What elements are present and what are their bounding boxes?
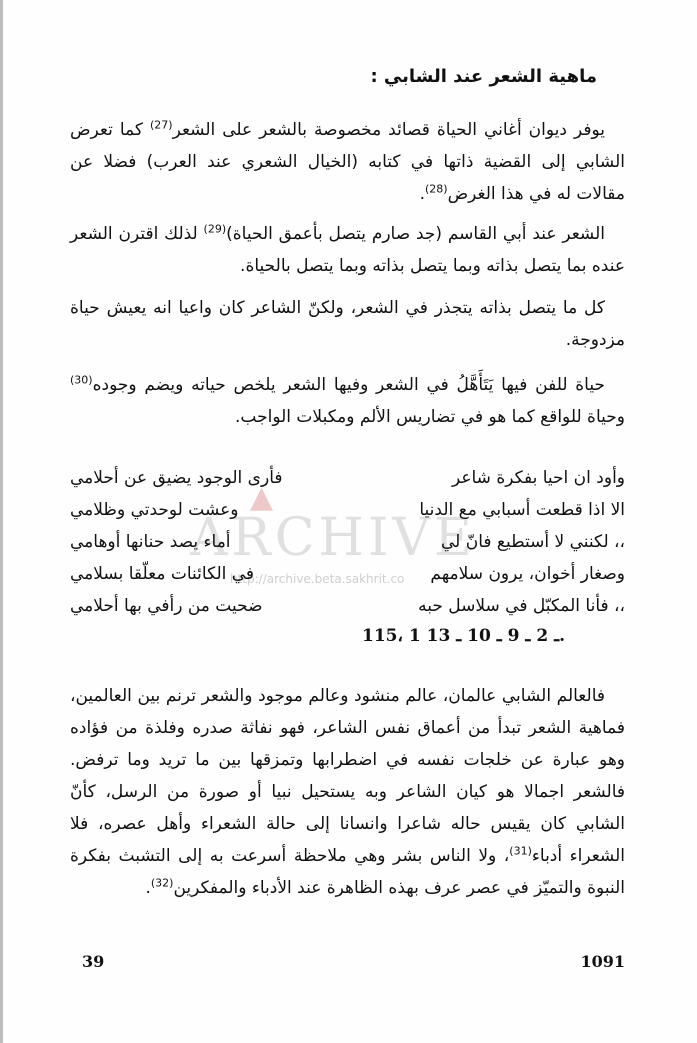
paragraph-5-text-c: . (145, 878, 151, 898)
paragraph-1-text-a: يوفر ديوان أغاني الحياة قصائد مخصوصة بالشعر على الشعر (172, 120, 605, 140)
paragraph-2-text-a: الشعر عند أبي القاسم (جد صارم يتصل بأعمق الحياة) (226, 224, 605, 244)
footnote-ref-27: (27) (149, 118, 173, 132)
section-heading: ماهية الشعر عند الشابي : (370, 66, 597, 87)
verse-sadr: ،، فأنا المكبّل في سلاسل حبه (418, 596, 625, 616)
poem-verse (70, 494, 625, 526)
verse-ajuz: وعشت لوحدتي وظلامي (70, 500, 239, 520)
watermark-brand: ARCHIVE (190, 508, 476, 568)
footnote-ref-28: (28) (424, 182, 448, 196)
footnote-ref-30: (30) (70, 373, 93, 387)
verse-ajuz: فأرى الوجود يضيق عن أحلامي (70, 468, 283, 488)
archive-logo-icon: ▲ (250, 480, 274, 515)
paragraph-4-text-b: وحياة للواقع كما هو في تضاريس الألم ومكبلات الواجب. (235, 407, 625, 427)
page-number-left: 39 (82, 952, 105, 971)
poem-verse (70, 462, 625, 494)
paragraph-5-text-b: ، ولا الناس بشر وهي ملاحظة أسرعت به إلى التشبث بفكرة النبوة والتميّز في عصر عرف بهذه الظاهرة عند الأدباء والمفكرين (70, 846, 625, 898)
poem-verse (70, 590, 625, 622)
page-edge-shadow (0, 0, 3, 1043)
page-number-right: 1091 (580, 952, 625, 971)
footnote-ref-32: (32) (150, 876, 174, 890)
paragraph-1-text-b: كما تعرض الشابي إلى القضية ذاتها في كتابه (الخيال الشعري عند العرب) فضلا عن مقالات له في هذا الغرض (70, 120, 625, 204)
paragraph-1-text-c: . (419, 184, 425, 204)
verse-sadr: الا اذا قطعت أسبابي مع الدنيا (419, 500, 625, 520)
verse-sadr: وصغار أخوان، يرون سلامهم (430, 564, 625, 584)
poem-verse (70, 526, 625, 558)
paragraph-2-text-b: لذلك اقترن الشعر عنده بما يتصل بذاته وبما يتصل بذاته وبما يتصل بالحياة. (70, 224, 625, 276)
poem-reference: 115، 1 ـ 2 ـ 9 ـ 10 ـ 13. (362, 626, 565, 646)
poem-block (70, 462, 625, 622)
paragraph-4-text-a: حياة للفن فيها يَتَأَهَّلُ في الشعر وفيها الشعر يلخص حياته ويضم وجوده (92, 375, 605, 395)
paragraph-3 (70, 292, 625, 356)
footnote-ref-31: (31) (509, 844, 532, 858)
paragraph-1 (70, 114, 625, 210)
paragraph-4 (70, 369, 625, 433)
poem-verse (70, 558, 625, 590)
verse-ajuz: أماء يصد حنانها أوهامي (70, 532, 231, 552)
paragraph-3-text: كل ما يتصل بذاته يتجذر في الشعر، ولكنّ الشاعر كان واعيا انه يعيش حياة مزدوجة. (70, 298, 625, 350)
verse-ajuz: ضحيت من رأفي بها أحلامي (70, 596, 263, 616)
verse-sadr: وأود ان احيا بفكرة شاعر (451, 468, 625, 488)
paragraph-5-text-a: فالعالم الشابي عالمان، عالم منشود وعالم موجود والشعر ترنم بين العالمين، فماهية الشعر تبدأ من أعماق نفس الشاعر، فهو نفاثة صدره وفلذة من فؤاده وهو عبارة عن خلجات نفسه في اضطرابها وتمزقها بين ما تريد وما ترفض. فالشعر اجمالا هو كيان الشاعر وبه يستحيل نبيا أو صورة من الرسل، كأنّ الشابي كان يقيس حاله شاعرا وانسانا إلى حالة الشعراء وأهل عصره، فلا الشعراء أدباء (70, 686, 625, 866)
verse-sadr: ،، لكنني لا أستطيع فانّ لي (440, 532, 625, 552)
watermark-url: http://archive.beta.sakhrit.co (230, 572, 405, 586)
verse-ajuz: في الكائنات معلّقا بسلامي (70, 564, 255, 584)
paragraph-5 (70, 680, 625, 904)
footnote-ref-29: (29) (203, 222, 227, 236)
paragraph-2 (70, 218, 625, 282)
